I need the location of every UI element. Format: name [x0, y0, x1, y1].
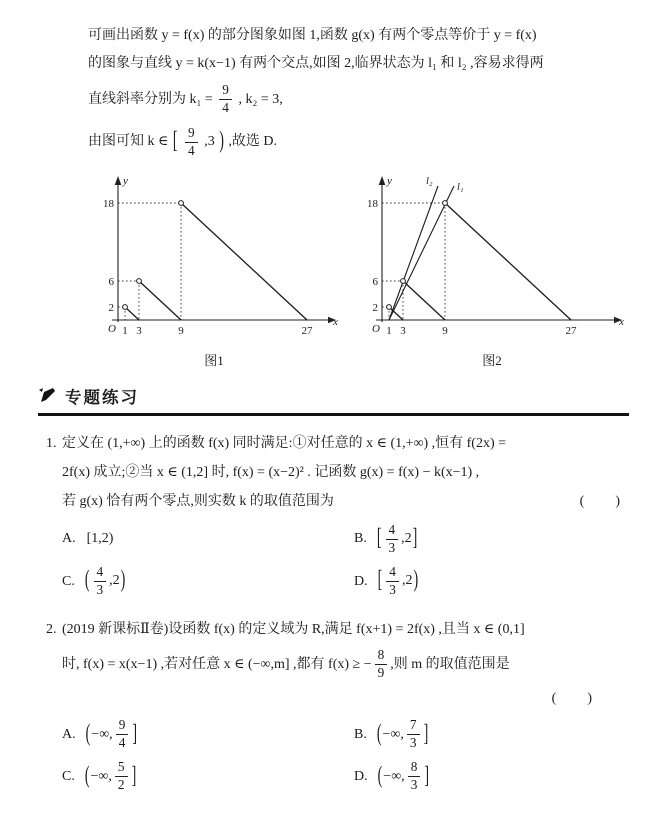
fraction: $\frac{7}{3}$: [407, 718, 420, 751]
p1-options: [62, 519, 621, 601]
big-open-bracket: [: [172, 128, 178, 155]
x-tick-27: 27: [565, 325, 577, 338]
fraction: $\frac{9}{4}$: [219, 83, 232, 116]
y-axis-arrow: [115, 176, 122, 185]
line-l2-label: l₂: [426, 176, 433, 188]
p2-options: [62, 715, 621, 797]
open-endpoint: [387, 305, 392, 310]
p1-option-d: [354, 561, 621, 601]
option-text: −∞,: [90, 769, 112, 785]
p1-stem-line-1: 定义在 (1,+∞) 上的函数 f(x) 同时满足:①对任意的 x ∈ (1,+∞) ,恒有 f(2x) =: [62, 436, 507, 452]
open-endpoint: [137, 279, 142, 284]
p2-option-d: [354, 757, 621, 797]
big-close-bracket: ]: [132, 720, 138, 747]
big-open-paren: (: [377, 762, 383, 790]
section-header: [38, 384, 621, 408]
option-label: A.: [62, 726, 76, 742]
open-endpoint: [443, 201, 448, 206]
option-text: ,2: [401, 573, 413, 589]
option-text: ,2: [401, 531, 412, 547]
p2-option-b: [354, 715, 621, 755]
figure-1-plot: [90, 172, 338, 344]
p1-option-b: [354, 519, 621, 559]
solution-text: ,故选 D.: [228, 134, 277, 150]
p2-stem-line-2: [62, 644, 621, 686]
option-text: [1,2): [86, 531, 114, 547]
fraction: $\frac{5}{2}$: [115, 760, 128, 793]
problem-1: [46, 429, 621, 601]
y-tick-6: 6: [108, 276, 114, 289]
option-label: D.: [354, 769, 368, 785]
fraction: $\frac{4}{3}$: [94, 565, 107, 598]
y-tick-18: 18: [103, 198, 114, 211]
big-close-bracket: ): [413, 567, 419, 594]
x-tick-1: 1: [122, 325, 128, 338]
figure-1-caption: 图1: [204, 353, 224, 369]
pen-icon: [38, 386, 58, 406]
p1-stem-text: 若 g(x) 恰有两个零点,则实数 k 的取值范围为: [62, 494, 334, 510]
option-text: −∞,: [382, 726, 404, 742]
fraction: $\frac{8}{9}$: [375, 648, 388, 681]
solution-text: 由图可知 k ∈: [88, 134, 169, 150]
p1-stem-line-3: [62, 487, 621, 516]
fraction: $\frac{9}{4}$: [116, 718, 129, 751]
critical-line-l2: [389, 186, 438, 320]
p2-option-a: [62, 715, 354, 755]
figure-2: [352, 172, 632, 369]
big-open-bracket: (: [84, 567, 90, 594]
fx-segment-3: [445, 203, 571, 320]
answer-blank: ( ): [579, 494, 621, 510]
figure-2-caption: 图2: [482, 353, 502, 369]
big-close-bracket: ]: [423, 720, 429, 747]
option-text: −∞,: [383, 769, 405, 785]
x-tick-27: 27: [301, 325, 313, 338]
big-open-bracket: [: [376, 525, 382, 552]
big-close-bracket: ): [120, 567, 126, 594]
origin-label: O: [372, 323, 380, 336]
x-tick-3: 3: [400, 325, 406, 338]
big-close-bracket: ]: [131, 762, 137, 790]
big-close-bracket: ]: [424, 762, 430, 790]
p1-stem-line-2: 2f(x) 成立;②当 x ∈ (1,2] 时, f(x) = (x−2)² . 记函数 g(x) = f(x) − k(x−1) ,: [62, 465, 480, 481]
option-label: C.: [62, 573, 75, 589]
solution-text: ,3: [204, 134, 215, 150]
y-axis-label: y: [123, 175, 128, 188]
solution-line-1: 可画出函数 y = f(x) 的部分图象如图 1,函数 g(x) 有两个零点等价于 y = f(x): [88, 28, 537, 43]
y-tick-18: 18: [367, 198, 378, 211]
figure-2-plot: [352, 172, 632, 344]
option-label: A.: [62, 531, 76, 547]
problem-2: [46, 615, 621, 797]
x-axis-label: x: [619, 316, 624, 329]
y-axis-arrow: [379, 176, 386, 185]
open-endpoint: [179, 201, 184, 206]
option-text: −∞,: [91, 726, 113, 742]
p2-answer-blank-row: [62, 686, 621, 712]
x-tick-1: 1: [386, 325, 392, 338]
answer-blank: ( ): [551, 690, 593, 706]
p2-stem-line-1: (2019 新课标Ⅱ卷)设函数 f(x) 的定义域为 R,满足 f(x+1) = 2f(x) ,且当 x ∈ (0,1]: [62, 621, 525, 637]
line-l1-label: l₁: [457, 182, 464, 194]
solution-line-4: [88, 122, 621, 162]
y-axis-label: y: [387, 175, 392, 188]
solution-paragraph: [88, 22, 621, 162]
figure-1: [90, 172, 338, 369]
option-text: ,2: [109, 573, 120, 589]
x-tick-9: 9: [178, 325, 184, 338]
solution-line-2: 的图象与直线 y = k(x−1) 有两个交点,如图 2,临界状态为 l₁ 和 l₂ ,容易求得两: [88, 56, 544, 71]
p1-option-c: [62, 561, 354, 601]
big-close-bracket: ]: [412, 525, 418, 552]
p1-option-a: [62, 519, 354, 559]
big-open-bracket: [: [377, 567, 383, 594]
figures-row: [90, 172, 624, 369]
x-tick-3: 3: [136, 325, 142, 338]
p2-stem-text: 时, f(x) = x(x−1) ,若对任意 x ∈ (−∞,m] ,都有 f(x) ≥ −: [62, 656, 372, 672]
option-label: B.: [354, 531, 367, 547]
y-tick-2: 2: [372, 302, 378, 315]
option-label: B.: [354, 726, 367, 742]
origin-label: O: [108, 323, 116, 336]
fx-segment-2: [403, 281, 445, 320]
solution-line-3: [88, 80, 621, 120]
x-axis-label: x: [333, 316, 338, 329]
solution-text: , k₂ = 3,: [238, 92, 283, 107]
fraction: $\frac{8}{3}$: [408, 760, 421, 793]
section-rule: [38, 413, 629, 416]
big-open-paren: (: [85, 720, 91, 747]
solution-text: 直线斜率分别为 k₁ =: [88, 92, 213, 107]
fraction: $\frac{9}{4}$: [185, 126, 198, 159]
option-label: D.: [354, 573, 368, 589]
option-label: C.: [62, 769, 75, 785]
fx-segment-3: [181, 203, 307, 320]
section-title: 专题练习: [65, 389, 139, 408]
fraction: $\frac{4}{3}$: [386, 565, 399, 598]
problem-number: 1.: [46, 436, 57, 452]
big-close-paren: ): [219, 128, 224, 155]
x-tick-9: 9: [442, 325, 448, 338]
big-open-paren: (: [376, 720, 382, 747]
critical-line-l1: [389, 186, 454, 320]
problem-number: 2.: [46, 621, 57, 637]
y-tick-2: 2: [108, 302, 114, 315]
fraction: $\frac{4}{3}$: [386, 523, 399, 556]
p2-stem-text: ,则 m 的取值范围是: [390, 656, 510, 672]
open-endpoint: [123, 305, 128, 310]
p2-option-c: [62, 757, 354, 797]
fx-segment-2: [139, 281, 181, 320]
big-open-paren: (: [84, 762, 90, 790]
open-endpoint: [401, 279, 406, 284]
y-tick-6: 6: [372, 276, 378, 289]
